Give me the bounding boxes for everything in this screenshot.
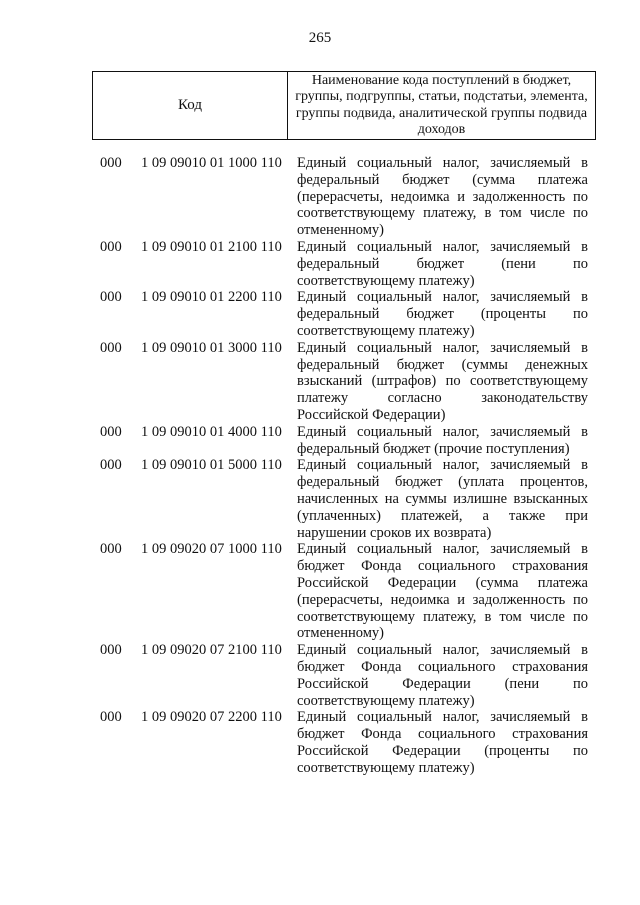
revenue-code-list bbox=[0, 155, 640, 776]
table-header bbox=[92, 71, 596, 140]
revenue-description: Единый социальный налог, зачисляемый в федеральный бюджет (суммы денежных взысканий (штрафов) по соответствующему платежу согласно законодательству Российской Федерации) bbox=[297, 339, 588, 423]
revenue-code: 1 09 09020 07 2200 110 bbox=[141, 709, 282, 726]
revenue-description: Единый социальный налог, зачисляемый в бюджет Фонда социального страхования Российской Федерации (сумма платежа (перерасчеты, недоимка и задолженность по соответствующему платежу, в том числе по отмененному) bbox=[297, 541, 588, 642]
revenue-code: 1 09 09020 07 1000 110 bbox=[141, 541, 282, 558]
admin-code: 000 bbox=[100, 709, 122, 726]
revenue-code: 1 09 09010 01 4000 110 bbox=[141, 423, 282, 440]
revenue-description: Единый социальный налог, зачисляемый в федеральный бюджет (уплата процентов, начисленных на суммы излишне взысканных (уплаченных) платежей, а также при нарушении сроков их возврата) bbox=[297, 457, 588, 541]
table-row bbox=[0, 541, 640, 642]
revenue-code: 1 09 09010 01 2200 110 bbox=[141, 289, 282, 306]
admin-code: 000 bbox=[100, 238, 122, 255]
revenue-code: 1 09 09010 01 3000 110 bbox=[141, 339, 282, 356]
revenue-code: 1 09 09010 01 2100 110 bbox=[141, 238, 282, 255]
revenue-code: 1 09 09010 01 5000 110 bbox=[141, 457, 282, 474]
revenue-description: Единый социальный налог, зачисляемый в федеральный бюджет (пени по соответствующему платежу) bbox=[297, 238, 588, 289]
admin-code: 000 bbox=[100, 289, 122, 306]
revenue-description: Единый социальный налог, зачисляемый в бюджет Фонда социального страхования Российской Федерации (пени по соответствующему платежу) bbox=[297, 642, 588, 709]
table-row bbox=[0, 289, 640, 339]
page-number: 265 bbox=[308, 30, 332, 46]
admin-code: 000 bbox=[100, 155, 122, 171]
revenue-description: Единый социальный налог, зачисляемый в федеральный бюджет (прочие поступления) bbox=[297, 423, 588, 457]
header-name-cell: Наименование кода поступлений в бюджет, группы, подгруппы, статьи, подстатьи, элемента, группы подвида, аналитической группы подвида доходов bbox=[295, 72, 588, 137]
admin-code: 000 bbox=[100, 423, 122, 440]
table-row bbox=[0, 340, 640, 424]
header-code-cell: Код bbox=[93, 72, 288, 139]
admin-code: 000 bbox=[100, 339, 122, 356]
revenue-code: 1 09 09020 07 2100 110 bbox=[141, 642, 282, 659]
table-row bbox=[0, 457, 640, 541]
revenue-description: Единый социальный налог, зачисляемый в федеральный бюджет (сумма платежа (перерасчеты, недоимка и задолженность по соответствующему платежу, в том числе по отмененному) bbox=[297, 155, 588, 239]
table-row bbox=[0, 424, 640, 458]
table-row bbox=[0, 239, 640, 289]
admin-code: 000 bbox=[100, 642, 122, 659]
admin-code: 000 bbox=[100, 457, 122, 474]
table-row bbox=[0, 155, 640, 239]
table-row bbox=[0, 709, 640, 776]
revenue-description: Единый социальный налог, зачисляемый в федеральный бюджет (проценты по соответствующему платежу) bbox=[297, 289, 588, 339]
revenue-code: 1 09 09010 01 1000 110 bbox=[141, 155, 282, 171]
table-row bbox=[0, 642, 640, 709]
admin-code: 000 bbox=[100, 541, 122, 558]
revenue-description: Единый социальный налог, зачисляемый в бюджет Фонда социального страхования Российской Федерации (проценты по соответствующему платежу) bbox=[297, 709, 588, 776]
